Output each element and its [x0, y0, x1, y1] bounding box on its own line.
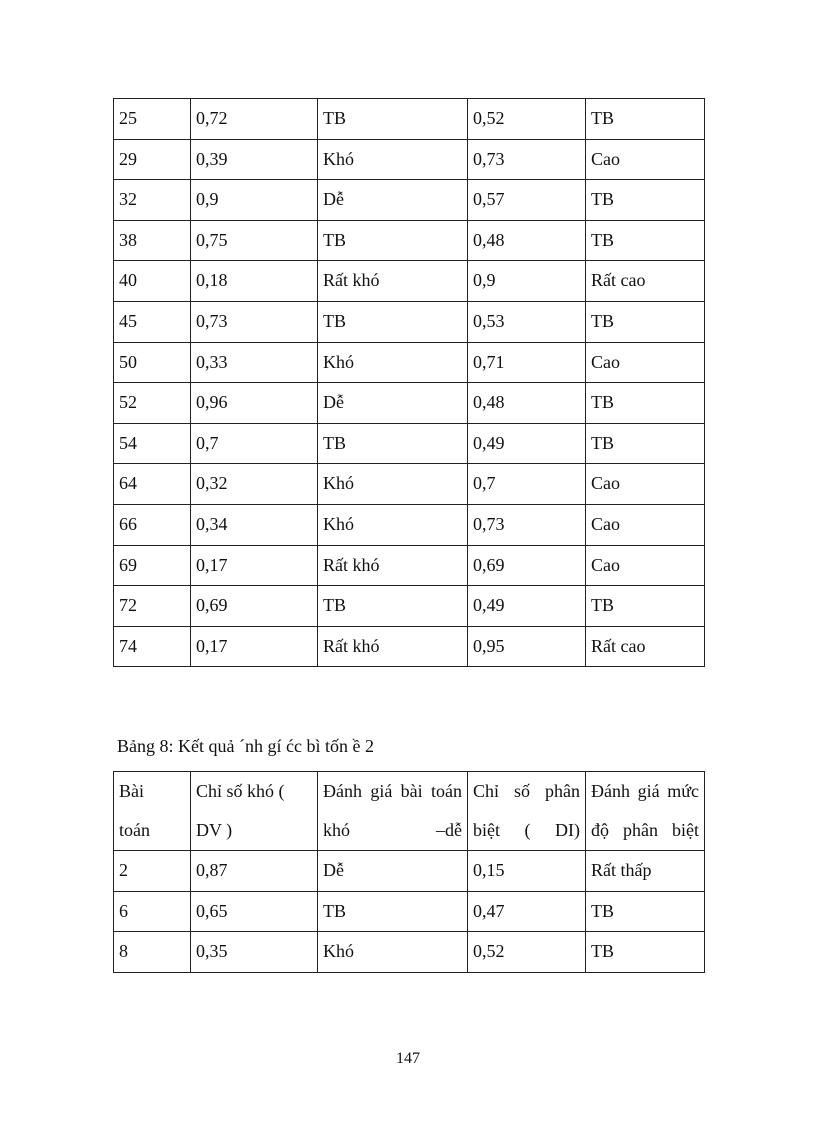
table-row	[114, 586, 705, 627]
table-header-row	[114, 772, 705, 851]
table-cell: 0,57	[468, 180, 586, 221]
table-cell: TB	[586, 180, 705, 221]
table-cell: 6	[114, 891, 191, 932]
table-cell: Cao	[586, 504, 705, 545]
table-row	[114, 383, 705, 424]
table-cell: 50	[114, 342, 191, 383]
table-cell: 0,18	[191, 261, 318, 302]
table-row	[114, 626, 705, 667]
table-row	[114, 261, 705, 302]
table-cell: 2	[114, 851, 191, 892]
table-caption: Bảng 8: Kết quả ´nh gí ćc bì tốn ề 2	[117, 736, 374, 756]
table-cell: 0,73	[191, 301, 318, 342]
table-cell: 0,48	[468, 383, 586, 424]
table-cell: 0,49	[468, 586, 586, 627]
table-cell: 32	[114, 180, 191, 221]
table-cell: 0,71	[468, 342, 586, 383]
results-table-problem-set-2	[113, 771, 705, 973]
page-number: 147	[396, 1050, 420, 1067]
table-cell: TB	[586, 932, 705, 973]
table-cell: 25	[114, 99, 191, 140]
table-cell: TB	[586, 586, 705, 627]
header-cell-difficulty-rating: Đánh giá bài toán khó –dễ	[318, 772, 468, 851]
table-cell: Cao	[586, 464, 705, 505]
table-cell: 38	[114, 220, 191, 261]
table-cell: TB	[318, 423, 468, 464]
table-cell: 0,53	[468, 301, 586, 342]
table-row	[114, 504, 705, 545]
header-cell-difficulty-index: Chỉ số khó ( DV )	[191, 772, 318, 851]
table-cell: 74	[114, 626, 191, 667]
table-cell: Rất khó	[318, 626, 468, 667]
table-cell: TB	[318, 586, 468, 627]
table-cell: Khó	[318, 464, 468, 505]
table-row	[114, 464, 705, 505]
table-cell: 0,7	[191, 423, 318, 464]
header-cell-discrimination-index: Chỉ số phân biệt ( DI)	[468, 772, 586, 851]
table-cell: TB	[586, 99, 705, 140]
table-cell: 54	[114, 423, 191, 464]
results-table-2-body	[114, 772, 705, 973]
table-cell: 0,7	[468, 464, 586, 505]
table-cell: 0,95	[468, 626, 586, 667]
table-cell: 64	[114, 464, 191, 505]
header-cell-discrimination-rating: Đánh giá mức độ phân biệt	[586, 772, 705, 851]
table-cell: 0,47	[468, 891, 586, 932]
table-cell: 0,17	[191, 626, 318, 667]
table-cell: 0,72	[191, 99, 318, 140]
table-cell: Cao	[586, 342, 705, 383]
table-cell: 0,52	[468, 99, 586, 140]
table-cell: Cao	[586, 139, 705, 180]
table-cell: TB	[586, 301, 705, 342]
header-cell-problem: Bài toán	[114, 772, 191, 851]
table-cell: Dễ	[318, 180, 468, 221]
table-row	[114, 220, 705, 261]
table-cell: 0,35	[191, 932, 318, 973]
table-cell: 72	[114, 586, 191, 627]
table-cell: TB	[318, 891, 468, 932]
table-cell: 69	[114, 545, 191, 586]
table-row	[114, 545, 705, 586]
table-cell: 0,39	[191, 139, 318, 180]
table-row	[114, 851, 705, 892]
table-cell: TB	[586, 220, 705, 261]
table-cell: 66	[114, 504, 191, 545]
table-row	[114, 342, 705, 383]
table-cell: 0,96	[191, 383, 318, 424]
table-cell: Dễ	[318, 851, 468, 892]
table-cell: TB	[586, 383, 705, 424]
table-cell: TB	[586, 423, 705, 464]
table-cell: 0,9	[468, 261, 586, 302]
table-cell: 0,34	[191, 504, 318, 545]
table-cell: Dễ	[318, 383, 468, 424]
table-cell: 0,65	[191, 891, 318, 932]
table-cell: Khó	[318, 342, 468, 383]
table-row	[114, 932, 705, 973]
table-cell: 40	[114, 261, 191, 302]
table-cell: 0,52	[468, 932, 586, 973]
table-cell: 29	[114, 139, 191, 180]
table-cell: 0,48	[468, 220, 586, 261]
table-cell: Rất thấp	[586, 851, 705, 892]
table-cell: Cao	[586, 545, 705, 586]
table-cell: 0,75	[191, 220, 318, 261]
table-cell: 0,15	[468, 851, 586, 892]
table-row	[114, 99, 705, 140]
table-cell: TB	[318, 301, 468, 342]
table-cell: 8	[114, 932, 191, 973]
table-cell: 0,87	[191, 851, 318, 892]
table-cell: Khó	[318, 932, 468, 973]
table-cell: 0,49	[468, 423, 586, 464]
table-row	[114, 139, 705, 180]
table-cell: Khó	[318, 139, 468, 180]
table-cell: 0,73	[468, 139, 586, 180]
table-cell: 0,69	[468, 545, 586, 586]
table-cell: Khó	[318, 504, 468, 545]
table-cell: 52	[114, 383, 191, 424]
table-cell: Rất cao	[586, 626, 705, 667]
table-cell: TB	[318, 220, 468, 261]
table-cell: 0,17	[191, 545, 318, 586]
table-cell: 0,69	[191, 586, 318, 627]
table-cell: 45	[114, 301, 191, 342]
table-cell: Rất khó	[318, 261, 468, 302]
table-cell: 0,32	[191, 464, 318, 505]
table-row	[114, 301, 705, 342]
table-cell: 0,9	[191, 180, 318, 221]
table-cell: TB	[318, 99, 468, 140]
table-cell: 0,33	[191, 342, 318, 383]
results-table-continued	[113, 98, 705, 667]
table-cell: 0,73	[468, 504, 586, 545]
table-cell: TB	[586, 891, 705, 932]
results-table-body	[114, 99, 705, 667]
table-row	[114, 180, 705, 221]
table-cell: Rất cao	[586, 261, 705, 302]
table-row	[114, 423, 705, 464]
table-cell: Rất khó	[318, 545, 468, 586]
table-row	[114, 891, 705, 932]
